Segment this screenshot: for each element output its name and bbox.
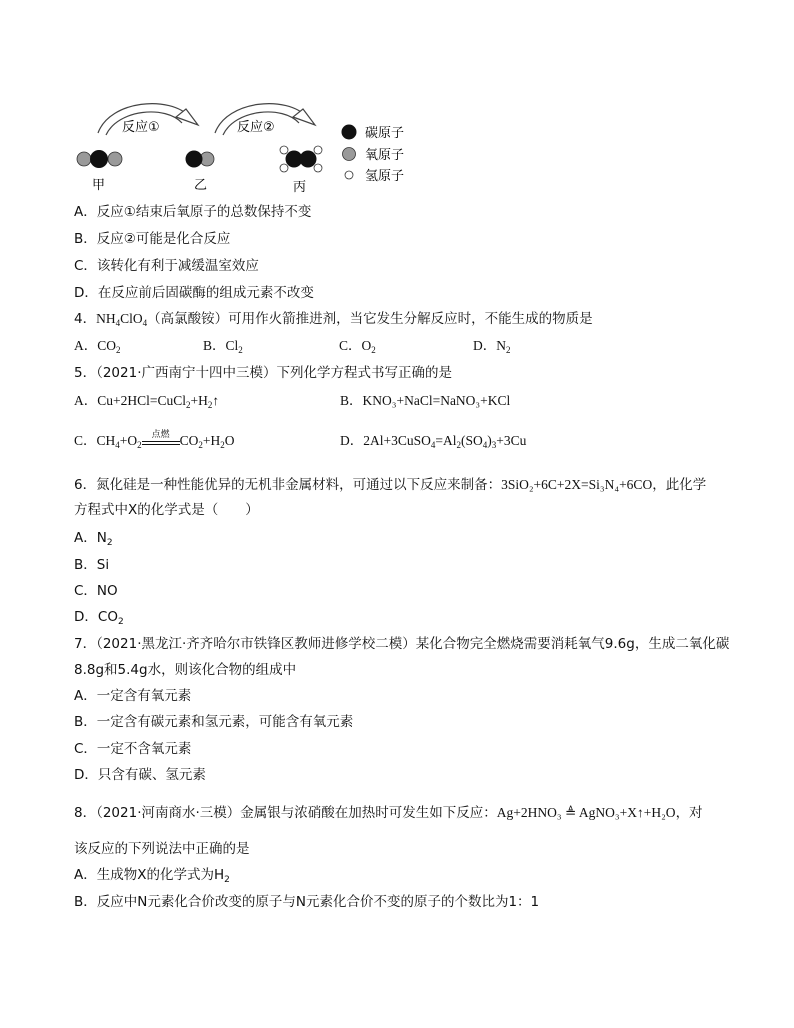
- q8-stem-cont: 该反应的下列说法中正确的是: [74, 841, 250, 857]
- q7-option-b: B．一定含有碳元素和氢元素，可能含有氧元素: [74, 714, 354, 730]
- q6-stem: 6．氮化硅是一种性能优异的无机非金属材料，可通过以下反应来制备：3SiO₂+6C+2X=Si₃N₄+6CO，此化学: [74, 477, 707, 493]
- q4-option-a: A．$CO_2$: [74, 338, 121, 355]
- molecule-bing-icon: [280, 146, 322, 172]
- molecule-jia-icon: [77, 151, 122, 168]
- q8-option-b: B．反应中N元素化合价改变的原子与N元素化合价不变的原子的个数比为1：1: [74, 894, 540, 910]
- molecule-yi-label: 乙: [194, 178, 208, 193]
- q4-option-b: B．$Cl_2$: [203, 338, 243, 355]
- legend-hydrogen-icon: [345, 171, 353, 179]
- q6-option-c: C．NO: [74, 583, 118, 599]
- reaction1-label: 反应①: [122, 120, 160, 135]
- q5-option-a: A．$Cu+2HCl=CuCl_2+H_2↑$: [74, 393, 220, 410]
- legend-oxygen-icon: [343, 148, 356, 161]
- q3-option-a: A．反应①结束后氧原子的总数保持不变: [74, 204, 312, 220]
- molecule-yi-icon: [186, 151, 215, 168]
- legend: [342, 125, 405, 185]
- q5-option-b: B．KNO₃+NaCl=NaNO₃+KCl: [340, 393, 511, 408]
- q7-option-a: A．一定含有氧元素: [74, 688, 192, 704]
- molecule-jia-label: 甲: [92, 178, 106, 193]
- q3-option-b: B．反应②可能是化合反应: [74, 231, 231, 247]
- q4-option-d: D．$N_2$: [473, 338, 511, 355]
- q7-option-c: C．一定不含氧元素: [74, 741, 192, 757]
- q5-option-c: C．$CH_4+O_2$ 点燃 $CO_2+H_2O$: [74, 428, 235, 450]
- q4-option-c: C．$O_2$: [339, 338, 376, 355]
- legend-carbon-icon: [342, 125, 357, 140]
- q3-option-c: C．该转化有利于减缓温室效应: [74, 258, 259, 274]
- q6-option-d: D．$CO_2$: [74, 609, 124, 627]
- q6-option-a: A．$N_2$: [74, 530, 113, 548]
- molecule-bing-label: 丙: [293, 180, 307, 195]
- q4-stem: 4．$NH_4ClO_4$（高氯酸铵）可用作火箭推进剂，当它发生分解反应时，不能生成的物质是: [74, 311, 593, 328]
- q7-option-d: D．只含有碳、氢元素: [74, 767, 206, 783]
- reaction2-label: 反应②: [237, 120, 275, 135]
- q5-option-d: D．$2Al+3CuSO_4=Al_2(SO_4)_3+3Cu$: [340, 433, 527, 450]
- reaction-diagram: [70, 95, 430, 200]
- svg-text:碳原子: 碳原子: [365, 126, 405, 141]
- svg-text:氧原子: 氧原子: [365, 148, 405, 163]
- svg-text:氢原子: 氢原子: [365, 169, 405, 184]
- q8-option-a: A．生成物X的化学式为$H_2$: [74, 867, 230, 885]
- q8-stem: 8．（2021·河南商水·三模）金属银与浓硝酸在加热时可发生如下反应：Ag+2HNO₃ ≜ AgNO₃+X↑+H₂O，对: [74, 805, 703, 821]
- q7-stem: 7．（2021·黑龙江·齐齐哈尔市铁锋区教师进修学校二模）某化合物完全燃烧需要消耗氧气9.6g，生成二氧化碳: [74, 636, 730, 652]
- q6-option-b: B．Si: [74, 557, 110, 573]
- q6-stem-cont: 方程式中X的化学式是（ ）: [74, 502, 259, 518]
- q5-stem: 5．（2021·广西南宁十四中三模）下列化学方程式书写正确的是: [74, 365, 452, 381]
- q7-stem-cont: 8.8g和5.4g水，则该化合物的组成中: [74, 662, 297, 678]
- q3-option-d: D．在反应前后固碳酶的组成元素不改变: [74, 285, 314, 301]
